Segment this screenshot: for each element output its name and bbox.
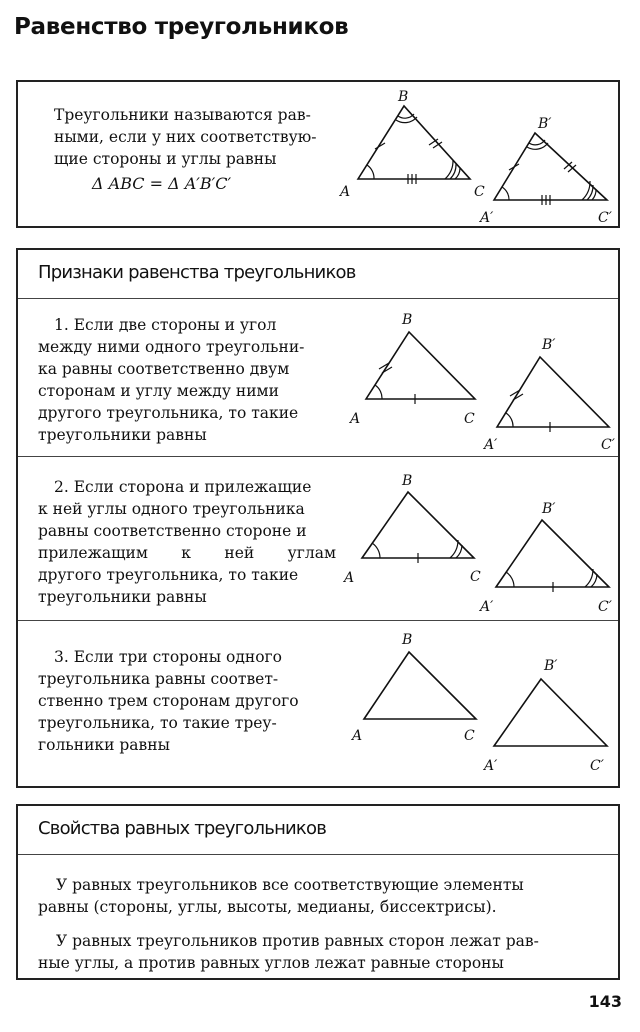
definition-line: Треугольники называются рав- — [54, 106, 311, 124]
vertex-label-c: C — [464, 411, 475, 427]
criterion-3-line: гольники равны — [38, 736, 170, 754]
vertex-label-a1: A′ — [480, 210, 494, 226]
vertex-label-b1: B′ — [544, 658, 558, 674]
properties-line: У равных треугольников все соответствующие элементы — [56, 876, 524, 894]
criterion-1-line: ка равны соответственно двум — [38, 360, 290, 378]
page-number: 143 — [588, 992, 622, 1011]
criterion-2-line: равны соответственно стороне и — [38, 522, 307, 540]
triangle-abc — [364, 652, 476, 719]
triangle-a1b1c1 — [494, 679, 607, 746]
criterion-2-line: 2. Если сторона и прилежащие — [54, 478, 312, 496]
properties-line: равны (стороны, углы, высоты, медианы, биссектрисы). — [38, 898, 497, 916]
properties-header — [18, 806, 618, 855]
criterion-3-figure — [18, 250, 622, 790]
vertex-label-a1: A′ — [484, 758, 498, 774]
vertex-label-a: A — [340, 184, 351, 200]
vertex-label-c1: C′ — [601, 437, 615, 453]
definition-line: щие стороны и углы равны — [54, 150, 277, 168]
vertex-label-a: A — [352, 728, 363, 744]
criterion-3-line: треугольника равны соответ- — [38, 670, 279, 688]
vertex-label-c1: C′ — [590, 758, 604, 774]
vertex-label-b: B — [402, 473, 413, 489]
vertex-label-a: A — [350, 411, 361, 427]
criterion-2-line: треугольники равны — [38, 588, 207, 606]
vertex-label-b: B — [402, 312, 413, 328]
criterion-3-line: 3. Если три стороны одного — [54, 648, 282, 666]
side-tick — [509, 164, 519, 170]
definition-box — [16, 80, 620, 228]
criterion-1-line: другого треугольника, то такие — [38, 404, 299, 422]
vertex-label-c: C — [464, 728, 475, 744]
vertex-label-c1: C′ — [598, 599, 612, 615]
angle-arc-a — [367, 165, 374, 179]
criteria-box — [16, 248, 620, 788]
definition-formula: Δ ABC = Δ A′B′C′ — [92, 174, 232, 193]
vertex-label-b: B — [398, 89, 409, 105]
vertex-label-c: C — [474, 184, 485, 200]
criterion-1-line: 1. Если две стороны и угол — [54, 316, 277, 334]
page-title: Равенство треугольников — [14, 14, 349, 40]
vertex-label-a1: A′ — [484, 437, 498, 453]
vertex-label-b1: B′ — [542, 337, 556, 353]
criterion-2-line: прилежащим к ней углам — [38, 544, 336, 562]
properties-line: ные углы, а против равных углов лежат равные стороны — [38, 954, 504, 972]
definition-line: ными, если у них соответствую- — [54, 128, 317, 146]
angle-arc-a1 — [502, 187, 509, 200]
criterion-1-line: сторонам и углу между ними — [38, 382, 279, 400]
properties-line: У равных треугольников против равных сторон лежат рав- — [56, 932, 539, 950]
triangle-abc — [358, 106, 470, 179]
vertex-label-a: A — [344, 570, 355, 586]
criterion-1-line: треугольники равны — [38, 426, 207, 444]
criterion-2-line: другого треугольника, то такие — [38, 566, 299, 584]
criterion-1-line: между ними одного треугольни- — [38, 338, 305, 356]
vertex-label-b1: B′ — [542, 501, 556, 517]
properties-box — [16, 804, 620, 980]
vertex-label-b1: B′ — [538, 116, 552, 132]
criterion-3-line: треугольника, то такие треу- — [38, 714, 277, 732]
vertex-label-c: C — [470, 569, 481, 585]
vertex-label-a1: A′ — [480, 599, 494, 615]
properties-heading: Свойства равных треугольников — [38, 818, 327, 839]
definition-figure — [18, 82, 622, 230]
vertex-label-c1: C′ — [598, 210, 612, 226]
criteria-heading: Признаки равенства треугольников — [38, 262, 356, 283]
criterion-3-line: ственно трем сторонам другого — [38, 692, 299, 710]
triangle-a1b1c1 — [494, 133, 607, 200]
criterion-2-line: к ней углы одного треугольника — [38, 500, 305, 518]
vertex-label-b: B — [402, 632, 413, 648]
